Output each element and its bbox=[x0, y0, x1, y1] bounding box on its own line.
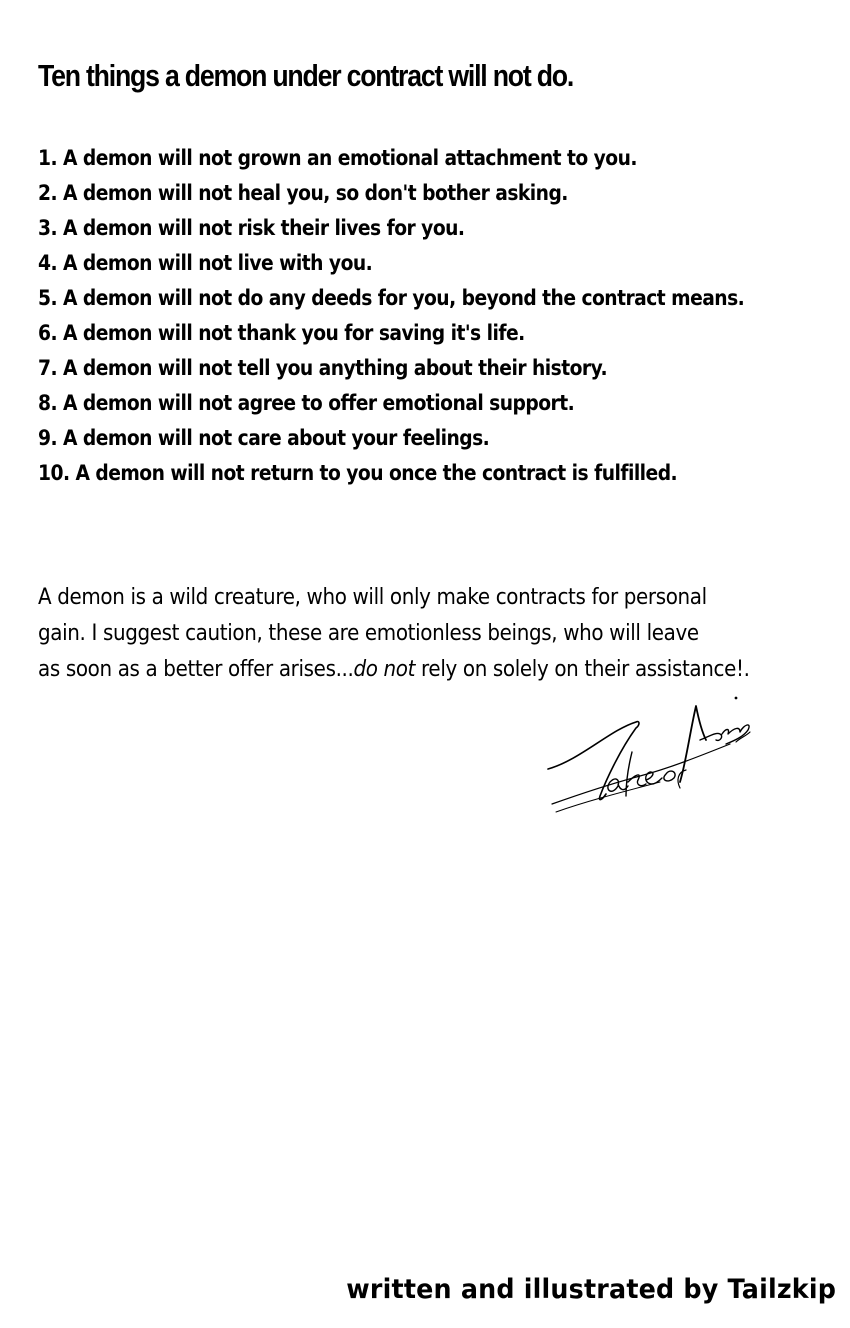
rule-item: 1. A demon will not grown an emotional attachment to you. bbox=[38, 146, 637, 170]
warning-line: A demon is a wild creature, who will only make contracts for personal bbox=[38, 585, 707, 610]
signature bbox=[540, 692, 760, 822]
warning-paragraph bbox=[38, 580, 750, 688]
rule-item: 2. A demon will not heal you, so don't bother asking. bbox=[38, 181, 568, 205]
warning-line bbox=[38, 652, 750, 688]
rule-item: 5. A demon will not do any deeds for you, beyond the contract means. bbox=[38, 286, 745, 310]
warning-line: gain. I suggest caution, these are emotionless beings, who will leave bbox=[38, 621, 699, 646]
rule-item: 7. A demon will not tell you anything about their history. bbox=[38, 356, 608, 380]
rule-item: 6. A demon will not thank you for saving it's life. bbox=[38, 321, 525, 345]
rule-item: 8. A demon will not agree to offer emotional support. bbox=[38, 391, 575, 415]
warning-emphasis: do not bbox=[353, 657, 416, 682]
rules-list bbox=[38, 141, 744, 491]
author-credit: written and illustrated by Tailzkip bbox=[346, 1274, 836, 1305]
warning-text: as soon as a better offer arises... bbox=[38, 657, 354, 682]
rule-item: 4. A demon will not live with you. bbox=[38, 251, 373, 275]
rule-item: 10. A demon will not return to you once the contract is fulfilled. bbox=[38, 461, 678, 485]
rule-item: 3. A demon will not risk their lives for you. bbox=[38, 216, 465, 240]
rule-item: 9. A demon will not care about your feelings. bbox=[38, 426, 490, 450]
page-title: Ten things a demon under contract will not do. bbox=[38, 58, 574, 93]
warning-text: rely on solely on their assistance!. bbox=[415, 657, 750, 682]
